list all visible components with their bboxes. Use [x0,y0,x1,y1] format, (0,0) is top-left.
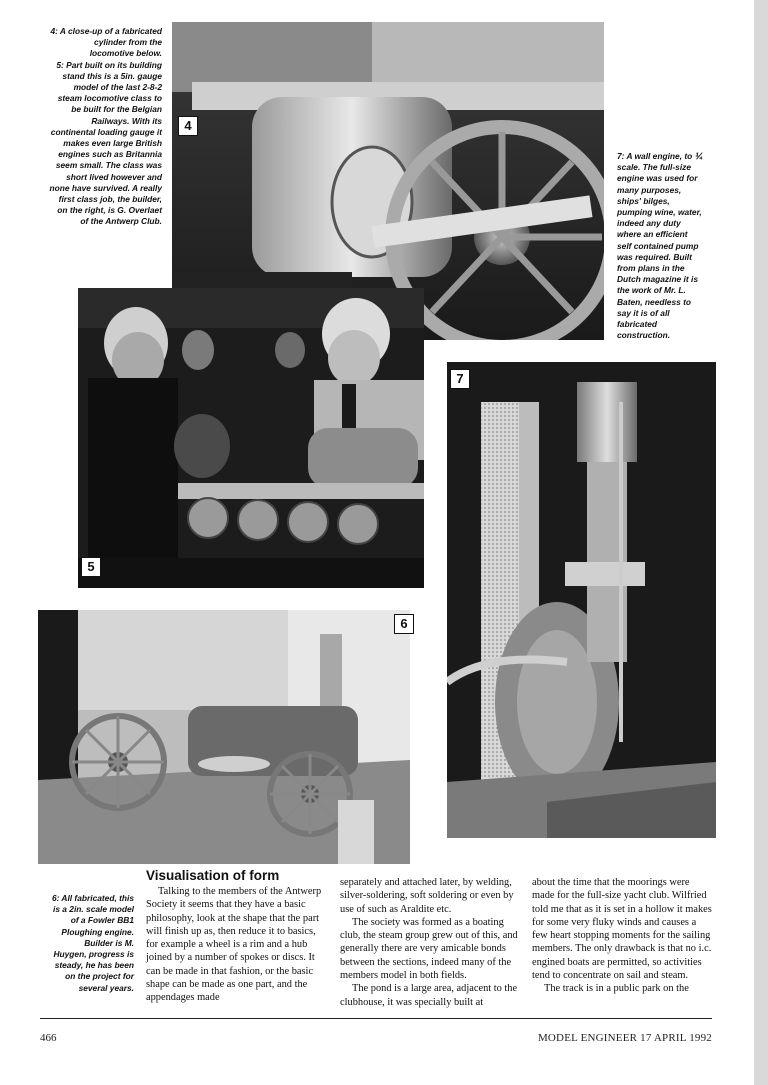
caption-line: Ploughing engine. [61,926,134,937]
caption-line: Dutch magazine it is [617,274,698,285]
caption-line: continental loading gauge it [50,126,162,137]
caption-line: on the project for [65,971,134,982]
paragraph: The track is in a public park on the [544,983,689,995]
caption-line: Builder is M. [84,937,134,948]
page-edge [754,0,768,1085]
caption-line: engine was used for [617,173,698,184]
photo-number-7: 7 [450,369,470,389]
caption-line: is a 2in. scale model [53,904,134,915]
paragraph: Talking to the members of the Antwerp Society it seems that they have a basic philosophy, look at the shape that the part will finish up as, then reduce it to basics, for example a wheel is a rim and a hub joined by a number of spokes or discs. It can be made in that fashion, or the basic shape can be made as one part, and the appendages made [146,886,322,1004]
caption-photo-7 [617,151,717,341]
caption-line: Baten, needless to [617,296,692,307]
caption-line: from plans in the [617,263,685,274]
caption-line: steady, he has been [54,960,134,971]
article-column-1 [146,885,330,1005]
caption-line: ships' bilges, [617,195,670,206]
caption-line: seem small. The class was [55,160,162,171]
caption-line: where an efficient [617,229,688,240]
article-column-2 [340,876,522,1009]
caption-line: cylinder from the [94,37,162,48]
caption-line: none have survived. A really [49,182,162,193]
caption-line: self contained pump [617,240,699,251]
caption-line: stand this is a 5in. gauge [62,70,162,81]
caption-line: on the right, is G. Overlaet [57,205,162,216]
article-column-3 [532,876,714,996]
photo-number-6: 6 [394,614,414,634]
photo-number-5: 5 [81,557,101,577]
caption-line: construction. [617,330,671,341]
caption-line: was required. Built [617,251,692,262]
caption-line: of a Fowler BB1 [70,915,134,926]
caption-line: first class job, the builder, [58,194,162,205]
footer-rule [40,1018,712,1019]
caption-line: locomotive below. [89,48,162,59]
caption-line: the work of Mr. L. [617,285,686,296]
caption-photo-6 [30,893,134,994]
photo-5-locomotive [78,288,424,588]
paragraph: about the time that the moorings were made for the full-size yacht club. Wilfried told me that as it is set in a hollow it makes for some very fluky winds and causes a few heart stopping moments for the sailing members. The only drawback is that no i.c. engined boats are permitted, so activities tend to concentrate on sail and steam. [532,877,712,982]
caption-photos-4-5 [26,26,162,228]
page-number: 466 [40,1032,57,1044]
caption-line: say it is of all [617,307,670,318]
caption-line: Huygen, progress is [53,949,134,960]
caption-line: fabricated [617,319,658,330]
paragraph: The pond is a large area, adjacent to the clubhouse, it was specially built at [340,983,518,1008]
caption-line: 5: Part built on its building [56,59,162,70]
caption-line: pumping wine, water, [617,207,702,218]
caption-line: many purposes, [617,184,682,195]
caption-line: 6: All fabricated, this [51,893,134,903]
caption-line: indeed any duty [617,218,681,229]
caption-line: be built for the Belgian [71,104,162,115]
caption-line: 4: A close-up of a fabricated [50,26,162,36]
photo-number-4: 4 [178,116,198,136]
caption-line: Railways. With its [91,115,162,126]
caption-line: engines such as Britannia [58,149,162,160]
caption-line: model of the last 2-8-2 [73,82,162,93]
photo-6-ploughing-engine [38,610,410,864]
article-heading: Visualisation of form [146,868,280,883]
caption-line: scale. The full-size [617,162,692,173]
paragraph: The society was formed as a boating club, the steam group grew out of this, and generally there are very amicable bonds between the sections, indeed many of the members model in both fields. [340,916,518,982]
caption-line: several years. [78,982,134,993]
photo-7-wall-engine [447,362,716,838]
caption-line: 7: A wall engine, to ⅟₄ [617,151,703,161]
caption-line: of the Antwerp Club. [80,216,162,227]
paragraph: separately and attached later, by welding, silver-soldering, soft soldering or even by use of such as Araldite etc. [340,877,514,915]
publication-footer: MODEL ENGINEER 17 APRIL 1992 [537,1032,712,1044]
caption-line: makes even large British [63,138,162,149]
caption-line: steam locomotive class to [57,93,162,104]
caption-line: short lived however and [66,171,162,182]
